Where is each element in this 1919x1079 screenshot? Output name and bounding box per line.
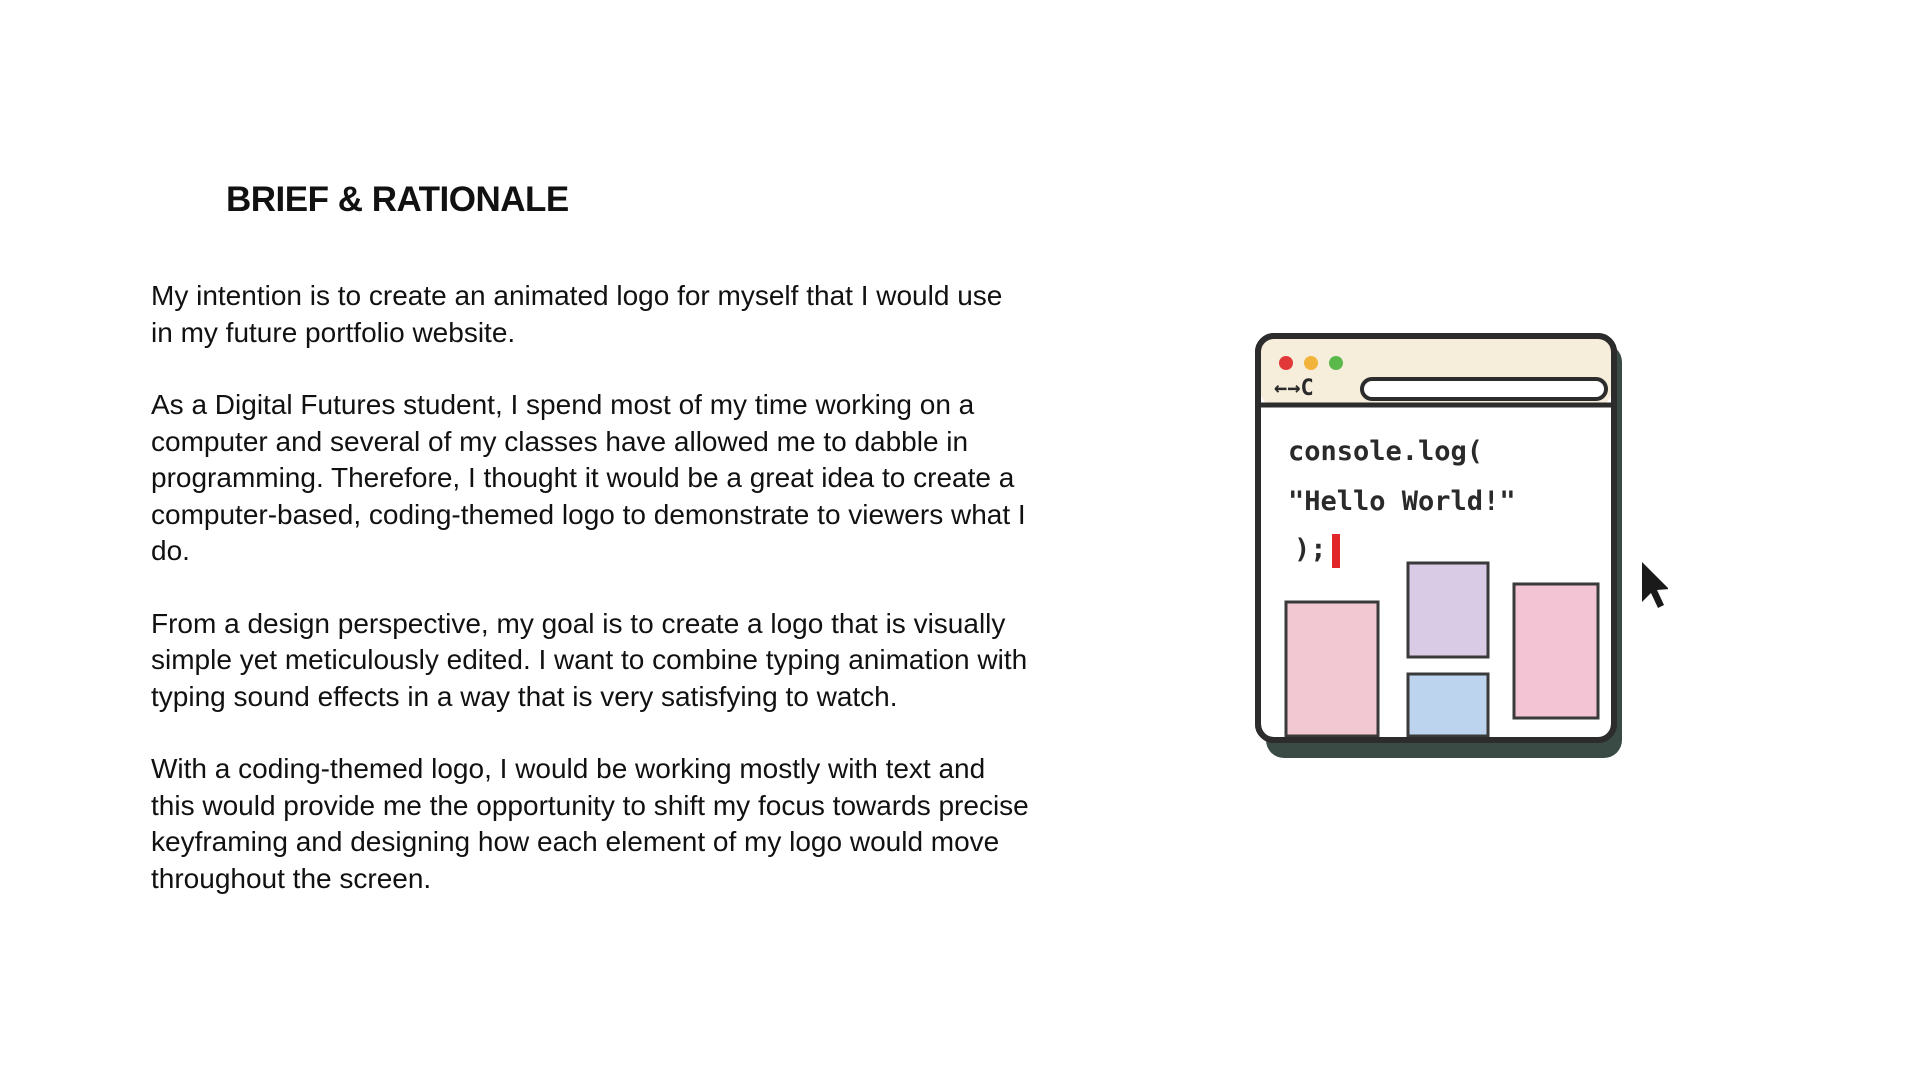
content-block-pink <box>1286 602 1378 736</box>
code-line-1: console.log( <box>1288 436 1484 467</box>
browser-window-illustration <box>1248 330 1668 760</box>
maximize-dot-icon <box>1329 356 1343 370</box>
code-line-3: ); <box>1294 534 1327 565</box>
mouse-cursor-icon <box>1642 562 1668 608</box>
paragraph-focus: With a coding-themed logo, I would be working mostly with text and this would provide me the opportunity to shift my focus towards precise keyframing and designing how each element of my logo would move throughout the screen. <box>151 753 1029 894</box>
nav-arrows-icon: ←→C <box>1274 376 1314 401</box>
minimize-dot-icon <box>1304 356 1318 370</box>
close-dot-icon <box>1279 356 1293 370</box>
paragraph-background: As a Digital Futures student, I spend most of my time working on a computer and several of my classes have allowed me to dabble in programming. Therefore, I thought it would be a great idea to create a computer-based, coding-themed logo to demonstrate to viewers what I do. <box>151 389 1026 566</box>
brief-body <box>151 278 1031 933</box>
address-bar <box>1362 379 1606 399</box>
content-block-lavender <box>1408 563 1488 657</box>
paragraph-intention: My intention is to create an animated logo for myself that I would use in my future portfolio website. <box>151 280 1003 348</box>
browser-window-icon <box>1248 330 1668 760</box>
paragraph-design-goal: From a design perspective, my goal is to create a logo that is visually simple yet meticulously edited. I want to combine typing animation with typing sound effects in a way that is very satisfying to watch. <box>151 607 1028 712</box>
code-line-2: "Hello World!" <box>1288 486 1516 517</box>
content-block-rose <box>1514 584 1598 718</box>
content-block-blue <box>1408 674 1488 736</box>
typing-caret <box>1332 534 1340 568</box>
page-title: BRIEF & RATIONALE <box>226 180 569 219</box>
